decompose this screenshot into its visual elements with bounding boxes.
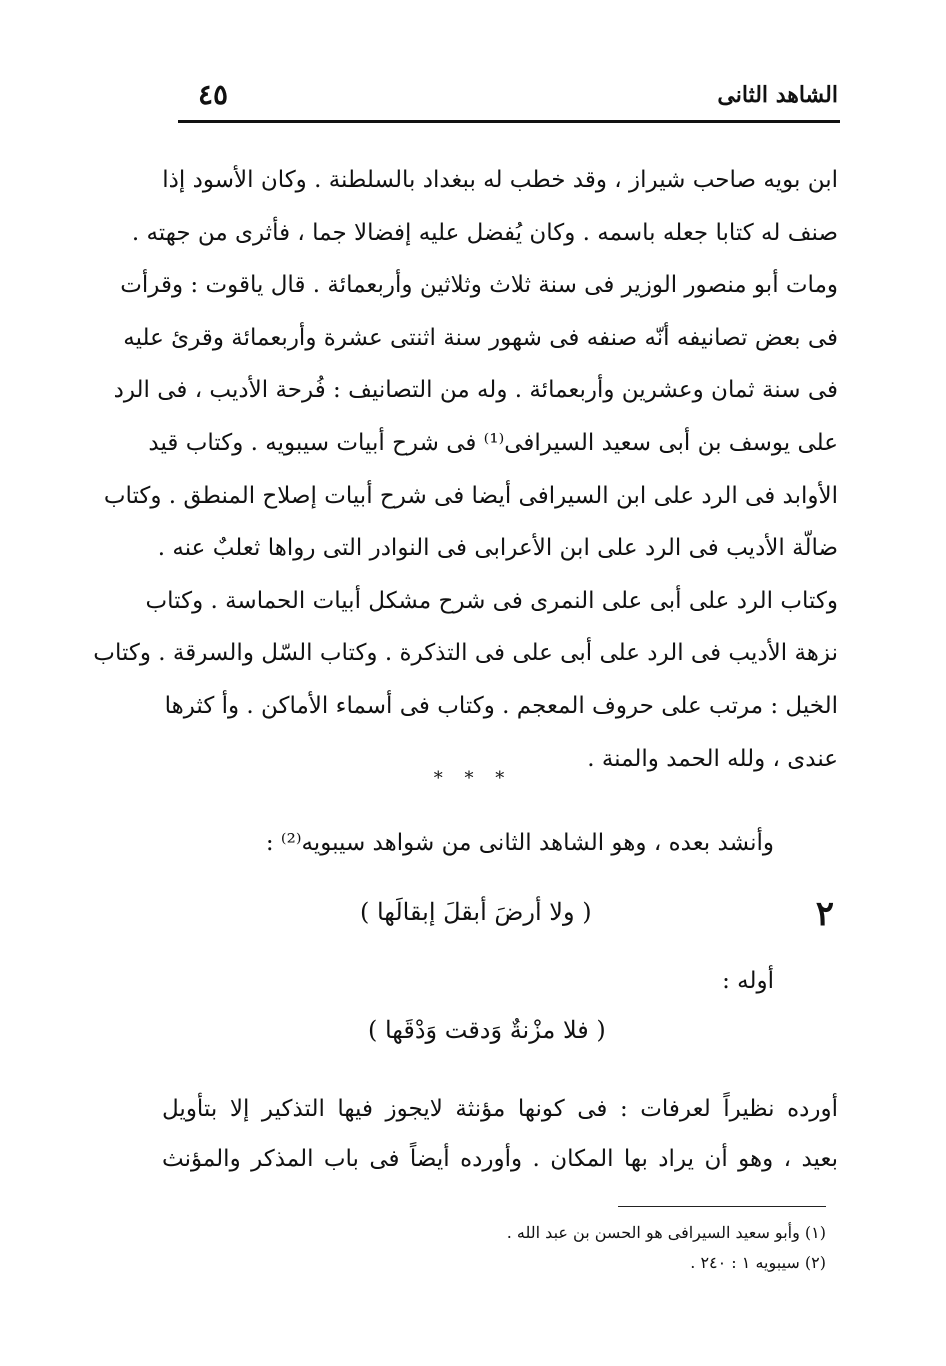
header-rule (178, 120, 840, 123)
body-line: على يوسف بن أبى سعيد السيرافى⁽¹⁾ فى شرح أبيات سيبويه . وكتاب قيد (148, 429, 838, 456)
running-title: الشاهد الثانى (717, 82, 838, 108)
first-line-verse: ( فلا مزْنةٌ وَدقت وَدْقَها ) (368, 1016, 606, 1044)
body-line: نزهة الأديب فى الرد على أبى على فى التذكرة . وكتاب السّل والسرقة . وكتاب (93, 640, 838, 667)
footnotes (507, 1218, 826, 1278)
commentary-paragraph (162, 1084, 838, 1184)
body-line: ابن بويه صاحب شيراز ، وقد خطب له ببغداد بالسلطنة . وكان الأسود إذا (162, 167, 838, 193)
body-line: الأوابد فى الرد على ابن السيرافى أيضا فى شرح أبيات إصلاح المنطق . وكتاب (103, 482, 838, 509)
body-line: فى سنة ثمان وعشرين وأربعمائة . وله من التصانيف : فُرحة الأديب ، فى الرد (113, 377, 838, 404)
body-line: ومات أبو منصور الوزير فى سنة ثلاث وثلاثين وأربعمائة . قال ياقوت : وقرأت (120, 272, 838, 299)
verse-number: ٢ (815, 894, 834, 934)
body-line: عندى ، ولله الحمد والمنة . (587, 745, 838, 772)
verse-row (0, 890, 946, 950)
quote-introduction: وأنشد بعده ، وهو الشاهد الثانى من شواهد سيبويه⁽²⁾ : (265, 830, 774, 856)
first-line-label: أوله : (722, 968, 774, 994)
page-number: ٤٥ (198, 78, 229, 111)
commentary-line: بعيد ، وهو أن يراد بها المكان . وأورده أيضاً فى باب المذكر والمؤنث (162, 1146, 838, 1172)
commentary-line: أورده نظيراً لعرفات : فى كونها مؤنثة لايجوز فيها التذكير إلا بتأويل (162, 1096, 838, 1122)
verse-text: ( ولا أرضَ أبقلَ إبقالَها ) (360, 898, 592, 926)
footnote: (١) وأبو سعيد السيرافى هو الحسن بن عبد الله . (506, 1223, 826, 1242)
body-line: فى بعض تصانيفه أنّه صنفه فى شهور سنة اثنتى عشرة وأربعمائة وقرئ عليه (123, 324, 838, 351)
body-paragraph (93, 154, 838, 785)
body-line: الخيل : مرتب على حروف المعجم . وكتاب فى أسماء الأماكن . وأ كثرها (164, 692, 838, 719)
body-line: ضالّة الأديب فى الرد على ابن الأعرابى فى النوادر التى رواها ثعلبٌ عنه . (157, 535, 838, 562)
footnote-rule (618, 1206, 826, 1207)
body-line: صنف له كتابا جعله باسمه . وكان يُفضل عليه إفضالا جما ، فأثرى من جهته . (131, 219, 838, 246)
section-separator: * * * (433, 768, 513, 789)
footnote: (٢) سيبويه ١ : ٢٤٠ . (690, 1253, 826, 1272)
body-line: وكتاب الرد على أبى على النمرى فى شرح مشكل أبيات الحماسة . وكتاب (145, 587, 838, 614)
running-header (178, 78, 838, 118)
